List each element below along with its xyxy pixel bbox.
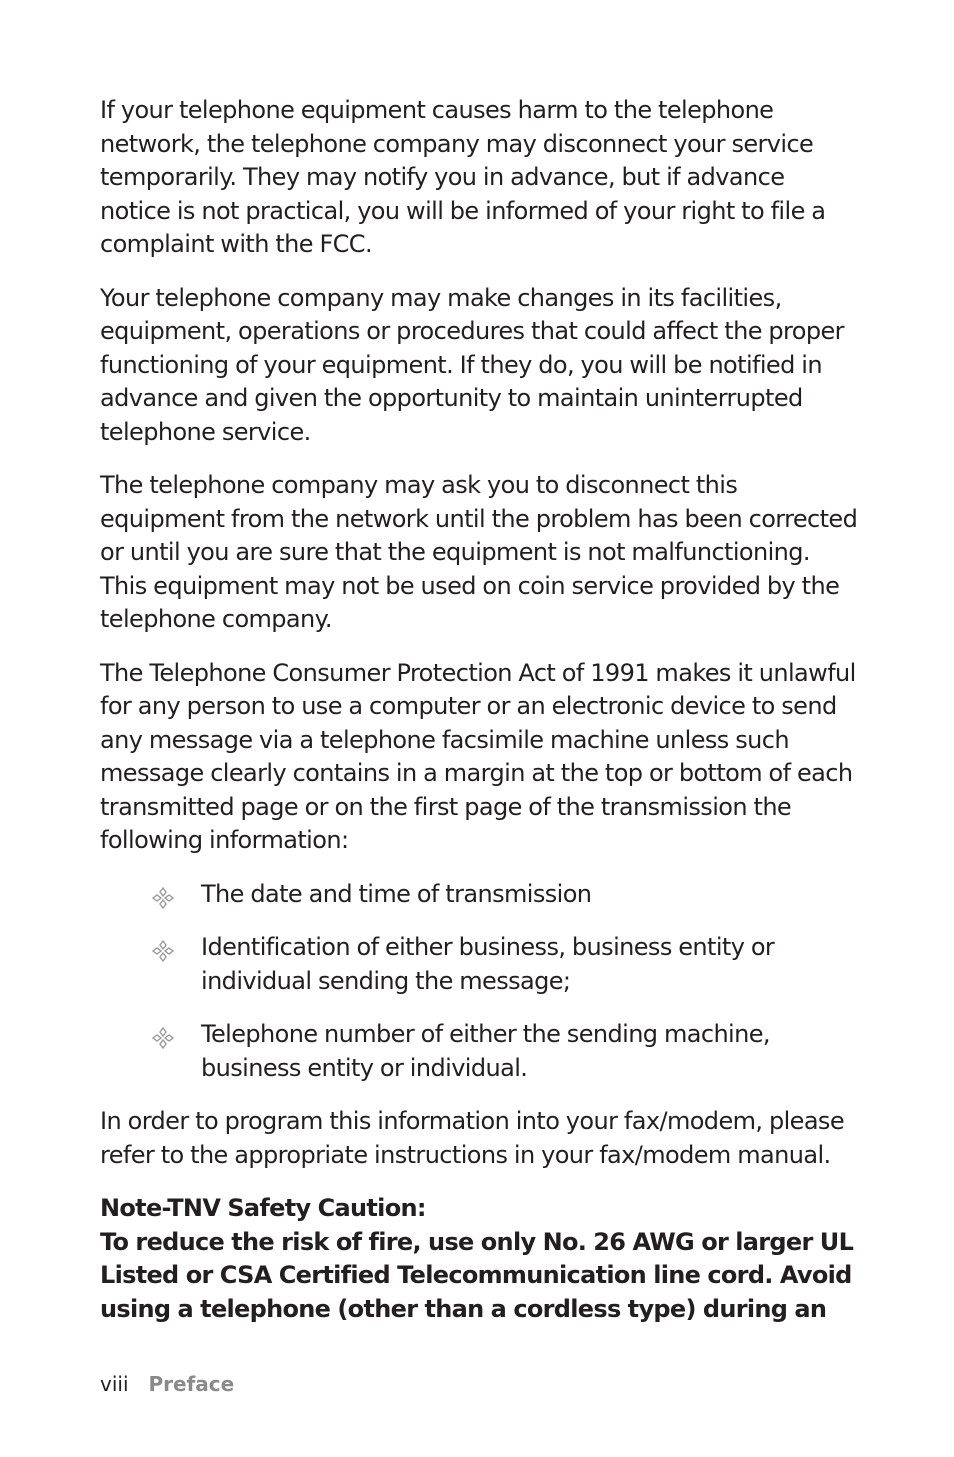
four-diamond-bullet-icon bbox=[152, 887, 174, 909]
page-number: viii bbox=[100, 1372, 129, 1396]
paragraph-tcpa: The Telephone Consumer Protection Act of 1991 makes it unlawful for any person to use a computer or an electronic device to send any message via a telephone facsimile machine unless such message clearly contains in a margin at the top or bottom of each transmitted page or on the first page of the transmission the following information: bbox=[100, 658, 856, 854]
list-item-text: Identification of either business, business entity or individual sending the message; bbox=[201, 933, 775, 995]
paragraph-disconnect-request: The telephone company may ask you to disconnect this equipment from the network until the problem has been corrected or until you are sure that the equipment is not malfunctioning. This equipment may not be used on coin service provided by the telephone company. bbox=[100, 471, 858, 633]
required-info-list bbox=[100, 878, 860, 1086]
safety-note-body: To reduce the risk of fire, use only No. 26 AWG or larger UL Listed or CSA Certified Telecommunication line cord. Avoid using a telephone (other than a cordless type) during an bbox=[100, 1227, 854, 1323]
paragraph-fax-programming: In order to program this information into your fax/modem, please refer to the appropriate instructions in your fax/modem manual. bbox=[100, 1107, 844, 1169]
safety-note bbox=[100, 1192, 860, 1326]
paragraph-harm-notice: If your telephone equipment causes harm to the telephone network, the telephone company may disconnect your service temporarily. They may notify you in advance, but if advance notice is not practical, you will be informed of your right to file a complaint with the FCC. bbox=[100, 96, 826, 258]
four-diamond-bullet-icon bbox=[152, 1027, 174, 1049]
page-content bbox=[100, 94, 860, 1326]
list-item-text: Telephone number of either the sending machine, business entity or individual. bbox=[201, 1020, 770, 1082]
list-item bbox=[100, 878, 860, 912]
safety-note-title: Note-TNV Safety Caution: bbox=[100, 1194, 426, 1222]
four-diamond-bullet-icon bbox=[152, 940, 174, 962]
section-name: Preface bbox=[148, 1372, 235, 1396]
list-item bbox=[100, 931, 860, 998]
paragraph-company-changes: Your telephone company may make changes in its facilities, equipment, operations or procedures that could affect the proper functioning of your equipment. If they do, you will be notified in advance and given the opportunity to maintain uninterrupted telephone service. bbox=[100, 283, 844, 446]
page-footer bbox=[100, 1372, 234, 1396]
list-item-text: The date and time of transmission bbox=[201, 879, 592, 908]
list-item bbox=[100, 1018, 860, 1085]
